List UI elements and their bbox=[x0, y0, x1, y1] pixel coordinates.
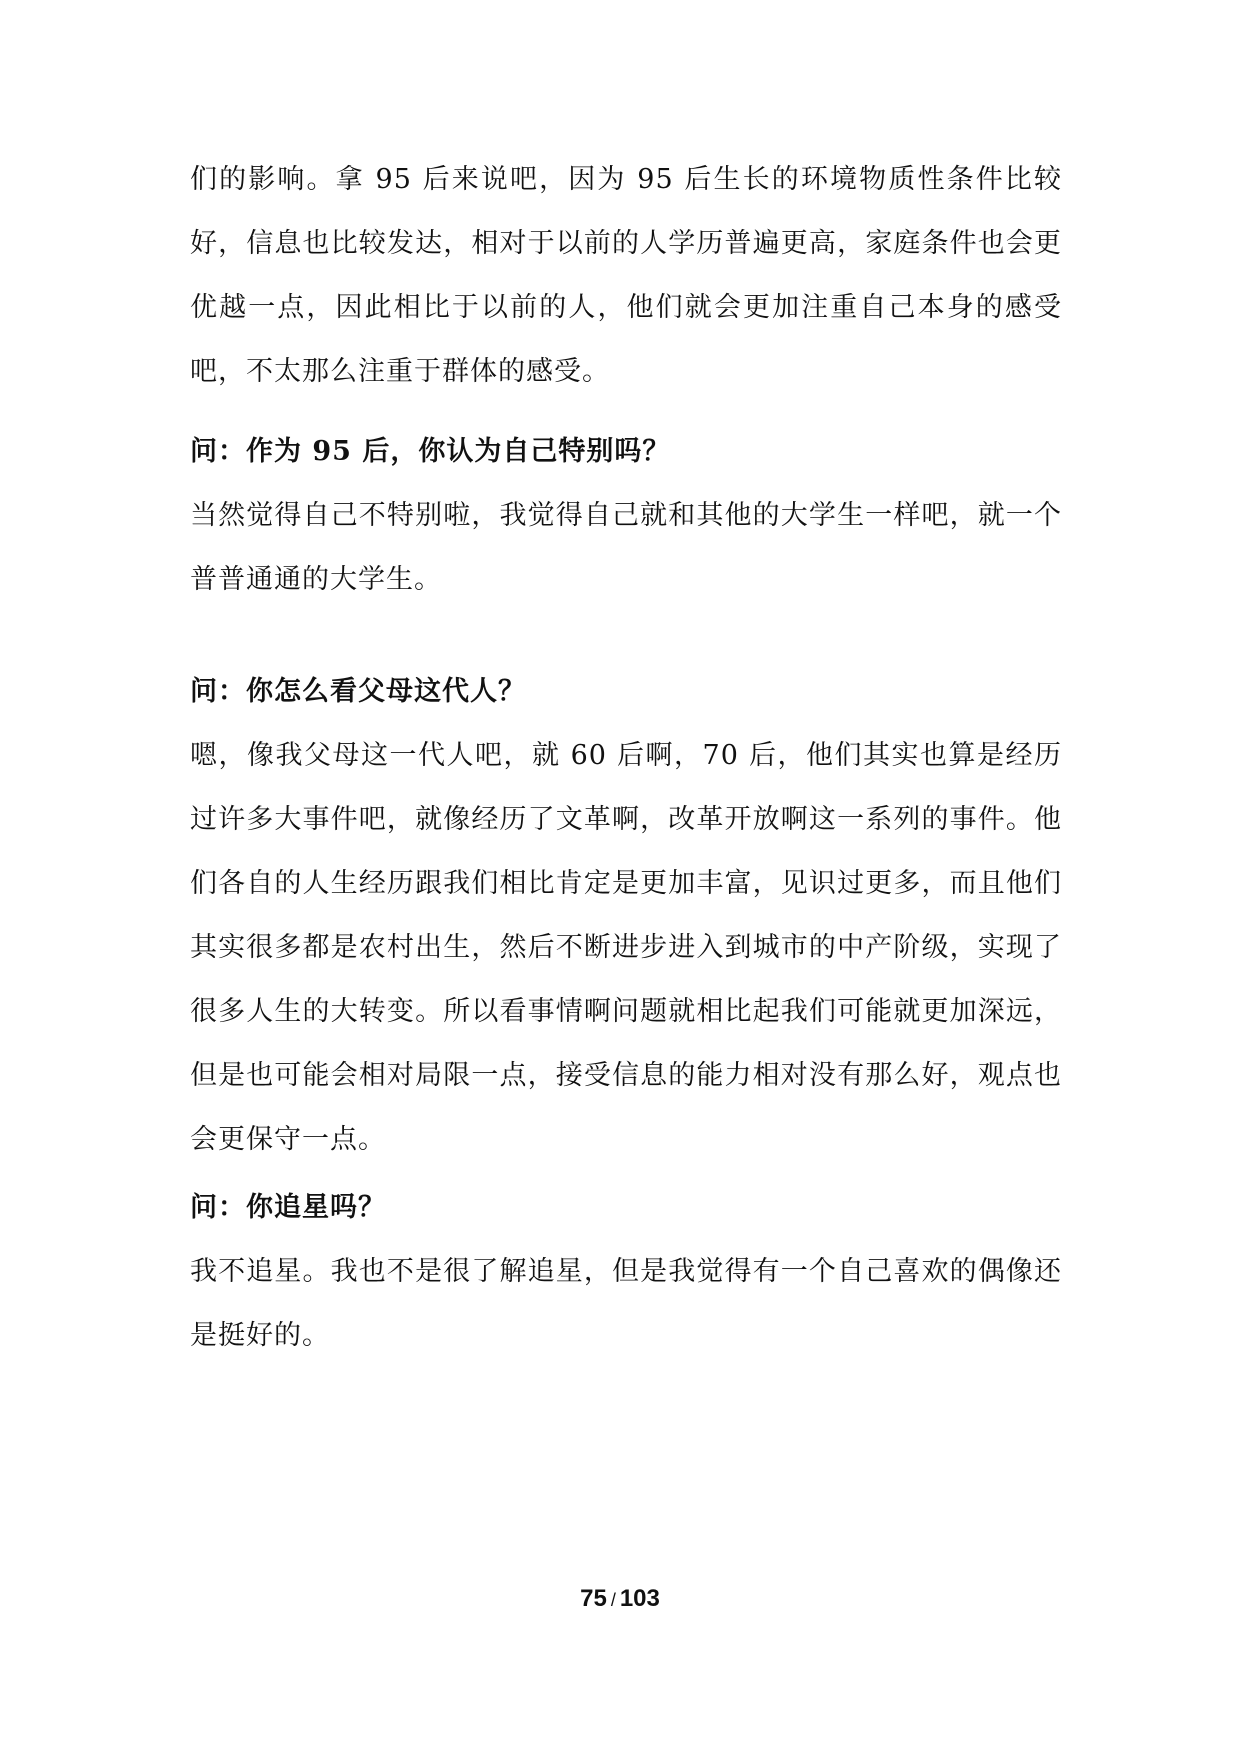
answer-1: 当然觉得自己不特别啦，我觉得自己就和其他的大学生一样吧，就一个普普通通的大学生。 bbox=[190, 500, 1062, 595]
page-separator: / bbox=[610, 1590, 616, 1610]
answer-2: 嗯，像我父母这一代人吧，就 60 后啊，70 后，他们其实也算是经历过许多大事件吧，就像经历了文革啊，改革开放啊这一系列的事件。他们各自的人生经历跟我们相比肯定是更加丰富，见识过更多，而且他们其实很多都是农村出生，然后不断进步进入到城市的中产阶级，实现了很多人生的大转变。所以看事情啊问题就相比起我们可能就更加深远，但是也可能会相对局限一点，接受信息的能力相对没有那么好，观点也会更保守一点。 bbox=[190, 740, 1062, 1155]
page-number bbox=[0, 1585, 1240, 1613]
document-page bbox=[190, 0, 1062, 1754]
current-page-number: 75 bbox=[580, 1585, 607, 1612]
question-1: 问：作为 95 后，你认为自己特别吗？ bbox=[190, 436, 671, 467]
question-3: 问：你追星吗？ bbox=[190, 1192, 386, 1223]
total-pages-number: 103 bbox=[619, 1585, 660, 1612]
answer-3: 我不追星。我也不是很了解追星，但是我觉得有一个自己喜欢的偶像还是挺好的。 bbox=[190, 1256, 1062, 1351]
intro-paragraph: 们的影响。拿 95 后来说吧，因为 95 后生长的环境物质性条件比较好，信息也比较发达，相对于以前的人学历普遍更高，家庭条件也会更优越一点，因此相比于以前的人，他们就会更加注重自己本身的感受吧，不太那么注重于群体的感受。 bbox=[190, 164, 1062, 387]
question-2: 问：你怎么看父母这代人？ bbox=[190, 676, 526, 707]
